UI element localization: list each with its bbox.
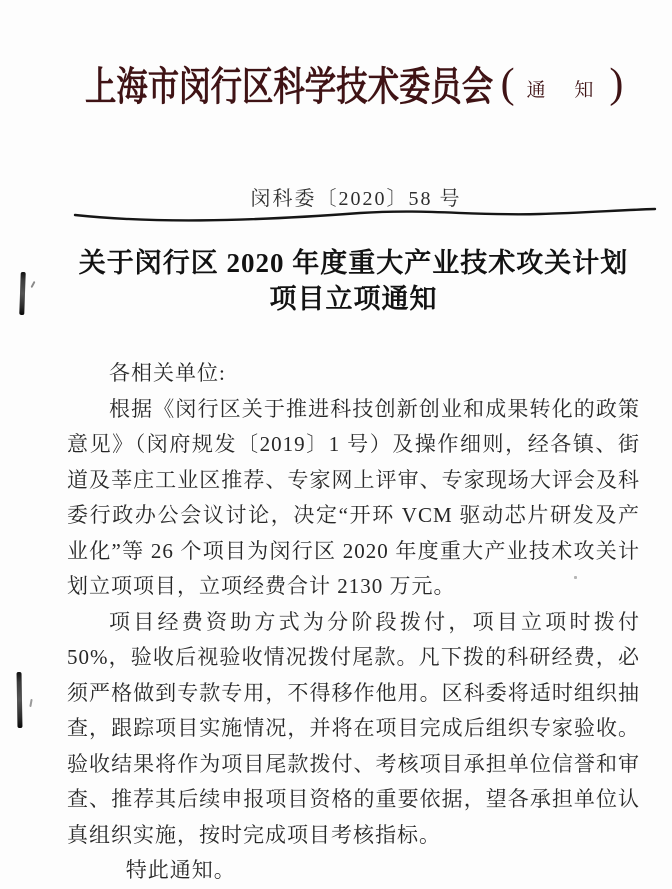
issuing-org-wrap xyxy=(85,63,495,111)
document-title-line1: 关于闵行区 2020 年度重大产业技术攻关计划 xyxy=(78,248,629,278)
scan-speck xyxy=(30,281,35,288)
paren-open: ( xyxy=(500,61,515,107)
scan-ink-mark-upper xyxy=(19,272,25,315)
document-title xyxy=(67,245,640,317)
header-divider-line xyxy=(0,205,672,225)
document-body xyxy=(67,356,640,889)
document-title-line2: 项目立项通知 xyxy=(269,284,438,314)
scan-speck xyxy=(29,699,32,707)
scan-ink-mark-lower xyxy=(17,672,23,728)
letterhead xyxy=(36,58,672,116)
body-paragraph-2: 项目经费资助方式为分阶段拨付，项目立项时拨付 50%，验收后视验收情况拨付尾款。凡下拨的科研经费，必须严格做到专款专用，不得移作他用。区科委将适时组织抽查，跟踪项目实施情况，并将在项目完成后组织专家验收。验收结果将作为项目尾款拨付、考核项目承担单位信誉和审查、推荐其后续申报项目资格的重要依据，望各承担单位认真组织实施，按时完成项目考核指标。 xyxy=(67,609,640,847)
salutation: 各相关单位: xyxy=(109,361,226,385)
issuing-org-name: 上海市闵行区科学技术委员会 xyxy=(84,64,493,109)
closing-line: 特此通知。 xyxy=(125,858,236,882)
document-number: 闵科委〔2020〕58 号 xyxy=(250,188,462,210)
body-paragraph-1: 根据《闵行区关于推进科技创新创业和成果转化的政策意见》（闵府规发〔2019〕1 号）及操作细则，经各镇、街道及莘庄工业区推荐、专家网上评审、专家现场大评会及科委行政办公会议讨论，决定“开环 VCM 驱动芯片研发及产业化”等 26 个项目为闵行区 2020 年度重大产业技术攻关计划立项项目，立项经费合计 2130 万元。 xyxy=(67,396,640,598)
doc-type-label: 通 知 xyxy=(526,79,600,101)
paren-close: ) xyxy=(609,61,624,107)
